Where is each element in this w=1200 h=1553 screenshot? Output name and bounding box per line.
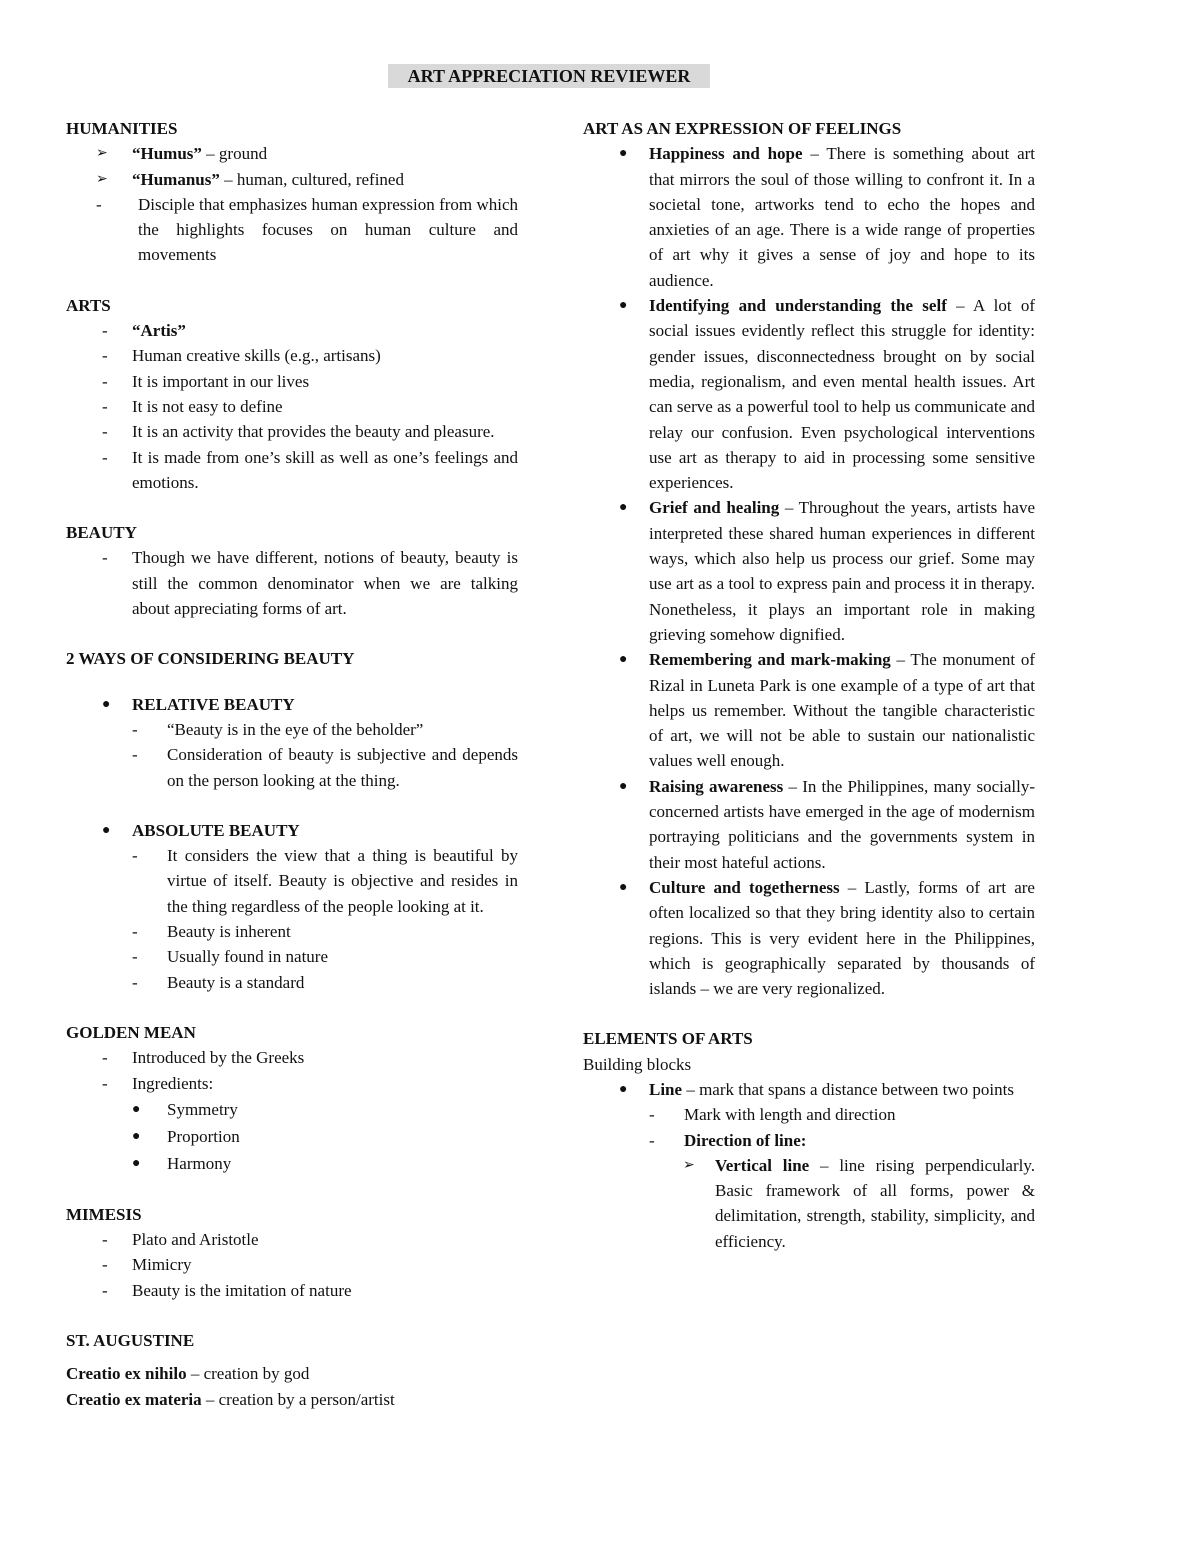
- definition: – The monument of Rizal in Luneta Park is one example of a type of art that helps us remember. Without the tangible characteristic of art, we will not be able to sustain our nationalistic values well enough.: [649, 650, 1035, 771]
- definition: – Lastly, forms of art are often localized so that they bring identity also to certain regions. This is very evident here in the Philippines, which is geographically separated by thousands of islands – we are very regionalized.: [649, 877, 1035, 999]
- dash-marker: -: [96, 194, 102, 214]
- dash-marker: -: [132, 745, 138, 765]
- term: “Humus”: [132, 144, 202, 164]
- list-text: Beauty is a standard: [167, 972, 305, 992]
- list-item: [66, 1150, 518, 1177]
- definition: – human, cultured, refined: [219, 169, 404, 189]
- term: Creatio ex materia: [66, 1389, 202, 1409]
- list-item: [583, 1153, 1035, 1254]
- list-item: [583, 1128, 1035, 1153]
- dash-marker: -: [102, 1255, 108, 1275]
- dash-marker: -: [132, 947, 138, 967]
- list-text: Though we have different, notions of beauty, beauty is still the common denominator when we are talking about appreciating forms of art.: [132, 548, 518, 619]
- list-item: [583, 141, 1035, 293]
- list-item: [583, 495, 1035, 647]
- dash-marker: -: [102, 1073, 108, 1093]
- list-text: Beauty is inherent: [167, 922, 291, 942]
- definition: – There is something about art that mirrors the soul of those willing to confront it. In a societal tone, artworks tend to echo the hopes and anxieties of an age. There is a wide range of properties of art why it gives a sense of joy and hope to its audience.: [649, 144, 1036, 290]
- definition: – line rising perpendicularly. Basic framework of all forms, power & delimitation, strength, stability, simplicity, and efficiency.: [715, 1155, 1035, 1251]
- list-item: [66, 742, 518, 793]
- list-text: It is not easy to define: [132, 396, 283, 416]
- term: Line: [649, 1079, 683, 1099]
- bullet-icon: ●: [619, 879, 628, 895]
- list-item: [66, 944, 518, 969]
- list-item: [66, 1252, 518, 1277]
- list-text: Symmetry: [167, 1099, 238, 1119]
- arrow-bullet-icon: ➢: [96, 171, 108, 187]
- list-item: [66, 692, 518, 717]
- section-heading-humanities: HUMANITIES: [66, 119, 178, 138]
- bullet-icon: ●: [132, 1128, 141, 1144]
- list-text: Human creative skills (e.g., artisans): [132, 346, 381, 366]
- list-item: [66, 1071, 518, 1096]
- list-text: Ingredients:: [132, 1073, 214, 1093]
- list-item: [583, 647, 1035, 773]
- list-text: RELATIVE BEAUTY: [132, 694, 295, 714]
- list-text: Mark with length and direction: [684, 1105, 896, 1125]
- right-column: [583, 116, 1035, 1254]
- list-text: Disciple that emphasizes human expression from which the highlights focuses on human culture and movements: [138, 194, 518, 265]
- term: Happiness and hope: [649, 144, 803, 164]
- list-text: Harmony: [167, 1153, 232, 1173]
- section-heading-arts: ARTS: [66, 295, 111, 315]
- list-text: “Beauty is in the eye of the beholder”: [167, 719, 424, 739]
- definition: – A lot of social issues evidently reflect this struggle for identity: gender issues, disconnectedness brought on by social media, regionalism, and even mental health issues. Art can serve as a powerful tool to help us communicate and relay our confusion. Even psychological interventions use art as therapy to aid in processing some sensitive experiences.: [649, 296, 1035, 493]
- left-column: [66, 116, 518, 1412]
- definition: – creation by a person/artist: [201, 1389, 395, 1409]
- list-item: [583, 774, 1035, 875]
- dash-marker: -: [102, 422, 108, 442]
- list-item: [66, 445, 518, 496]
- dash-marker: -: [649, 1130, 655, 1150]
- section-subtitle: Building blocks: [583, 1054, 692, 1074]
- section-heading-mimesis: MIMESIS: [66, 1204, 142, 1224]
- term: Culture and togetherness: [649, 877, 840, 897]
- section-heading-beauty: BEAUTY: [66, 523, 137, 543]
- term: “Humanus”: [132, 169, 220, 189]
- list-text: It is important in our lives: [132, 371, 310, 391]
- document-title: ART APPRECIATION REVIEWER: [388, 64, 710, 88]
- bullet-icon: ●: [102, 822, 111, 838]
- term: Remembering and mark-making: [649, 650, 891, 670]
- list-item: [66, 1123, 518, 1150]
- list-item: [66, 167, 518, 192]
- section-heading-ways-of-beauty: 2 WAYS OF CONSIDERING BEAUTY: [66, 649, 355, 669]
- dash-marker: -: [102, 321, 108, 341]
- term: Vertical line: [715, 1155, 810, 1175]
- definition: – ground: [201, 144, 268, 164]
- list-item: [66, 369, 518, 394]
- term: Creatio ex nihilo: [66, 1364, 187, 1384]
- list-text: ABSOLUTE BEAUTY: [132, 820, 300, 840]
- section-heading-elements: ELEMENTS OF ARTS: [583, 1029, 753, 1049]
- dash-marker: -: [102, 371, 108, 391]
- list-item: [583, 1077, 1035, 1102]
- bullet-icon: ●: [619, 298, 628, 314]
- bullet-icon: ●: [619, 652, 628, 668]
- dash-marker: -: [102, 447, 108, 467]
- list-text: Introduced by the Greeks: [132, 1048, 305, 1068]
- bullet-icon: ●: [102, 696, 111, 712]
- list-text: Mimicry: [132, 1255, 192, 1275]
- term: Grief and healing: [649, 498, 780, 518]
- list-item: [66, 919, 518, 944]
- dash-marker: -: [132, 922, 138, 942]
- list-item: [583, 293, 1035, 495]
- list-item: [66, 419, 518, 444]
- term: Identifying and understanding the self: [649, 296, 947, 316]
- section-heading-st-augustine: ST. AUGUSTINE: [66, 1330, 195, 1350]
- dash-marker: -: [132, 846, 138, 866]
- definition: – creation by god: [186, 1364, 310, 1384]
- section-heading-golden-mean: GOLDEN MEAN: [66, 1022, 196, 1042]
- definition: – mark that spans a distance between two points: [682, 1079, 1014, 1099]
- list-text: It is made from one’s skill as well as one’s feelings and emotions.: [132, 447, 518, 492]
- bullet-icon: ●: [619, 1081, 628, 1097]
- list-text: It is an activity that provides the beauty and pleasure.: [132, 422, 495, 442]
- dash-marker: -: [102, 346, 108, 366]
- list-item: [66, 1278, 518, 1303]
- list-item: [66, 1045, 518, 1070]
- list-text: Plato and Aristotle: [132, 1230, 259, 1250]
- list-text: Beauty is the imitation of nature: [132, 1280, 352, 1300]
- dash-marker: -: [102, 1048, 108, 1068]
- list-item: [66, 843, 518, 919]
- list-item: [66, 545, 518, 621]
- definition: – Throughout the years, artists have interpreted these shared human experiences in different ways, which also help us process our grief. Some may use art as a tool to express pain and process it in therapy. Nonetheless, it plays an important role in making grieving somehow dignified.: [649, 498, 1035, 644]
- list-item: [66, 970, 518, 995]
- bullet-icon: ●: [619, 500, 628, 516]
- term: Raising awareness: [649, 776, 784, 796]
- bullet-icon: ●: [132, 1155, 141, 1171]
- list-text: Direction of line:: [684, 1130, 807, 1150]
- list-item: [66, 818, 518, 843]
- list-text: “Artis”: [132, 321, 186, 341]
- list-item: [66, 717, 518, 742]
- dash-marker: -: [132, 719, 138, 739]
- arrow-bullet-icon: ➢: [96, 146, 108, 162]
- list-text: Consideration of beauty is subjective and depends on the person looking at the thing.: [167, 745, 518, 790]
- list-item: [66, 141, 518, 166]
- list-text: Usually found in nature: [167, 947, 328, 967]
- definition-line: [66, 1361, 518, 1386]
- definition: – In the Philippines, many socially-concerned artists have emerged in the age of modernism portraying politicians and the governments system in their most hateful actions.: [649, 776, 1035, 872]
- dash-marker: -: [102, 548, 108, 568]
- list-item: [583, 875, 1035, 1001]
- list-item: [66, 343, 518, 368]
- dash-marker: -: [102, 1280, 108, 1300]
- list-text: It considers the view that a thing is beautiful by virtue of itself. Beauty is objective and resides in the thing regardless of the people looking at it.: [167, 846, 518, 916]
- bullet-icon: ●: [619, 778, 628, 794]
- dash-marker: -: [132, 972, 138, 992]
- bullet-icon: ●: [132, 1101, 141, 1117]
- definition-line: [66, 1387, 518, 1412]
- bullet-icon: ●: [619, 146, 628, 162]
- list-text: Proportion: [167, 1126, 240, 1146]
- dash-marker: -: [102, 1230, 108, 1250]
- list-item: [66, 1096, 518, 1123]
- dash-marker: -: [649, 1105, 655, 1125]
- list-item: [66, 192, 518, 268]
- list-item: [66, 394, 518, 419]
- arrow-bullet-icon: ➢: [683, 1157, 695, 1173]
- list-item: [583, 1102, 1035, 1127]
- list-item: [66, 318, 518, 343]
- list-item: [66, 1227, 518, 1252]
- section-heading-feelings: ART AS AN EXPRESSION OF FEELINGS: [583, 119, 902, 138]
- dash-marker: -: [102, 396, 108, 416]
